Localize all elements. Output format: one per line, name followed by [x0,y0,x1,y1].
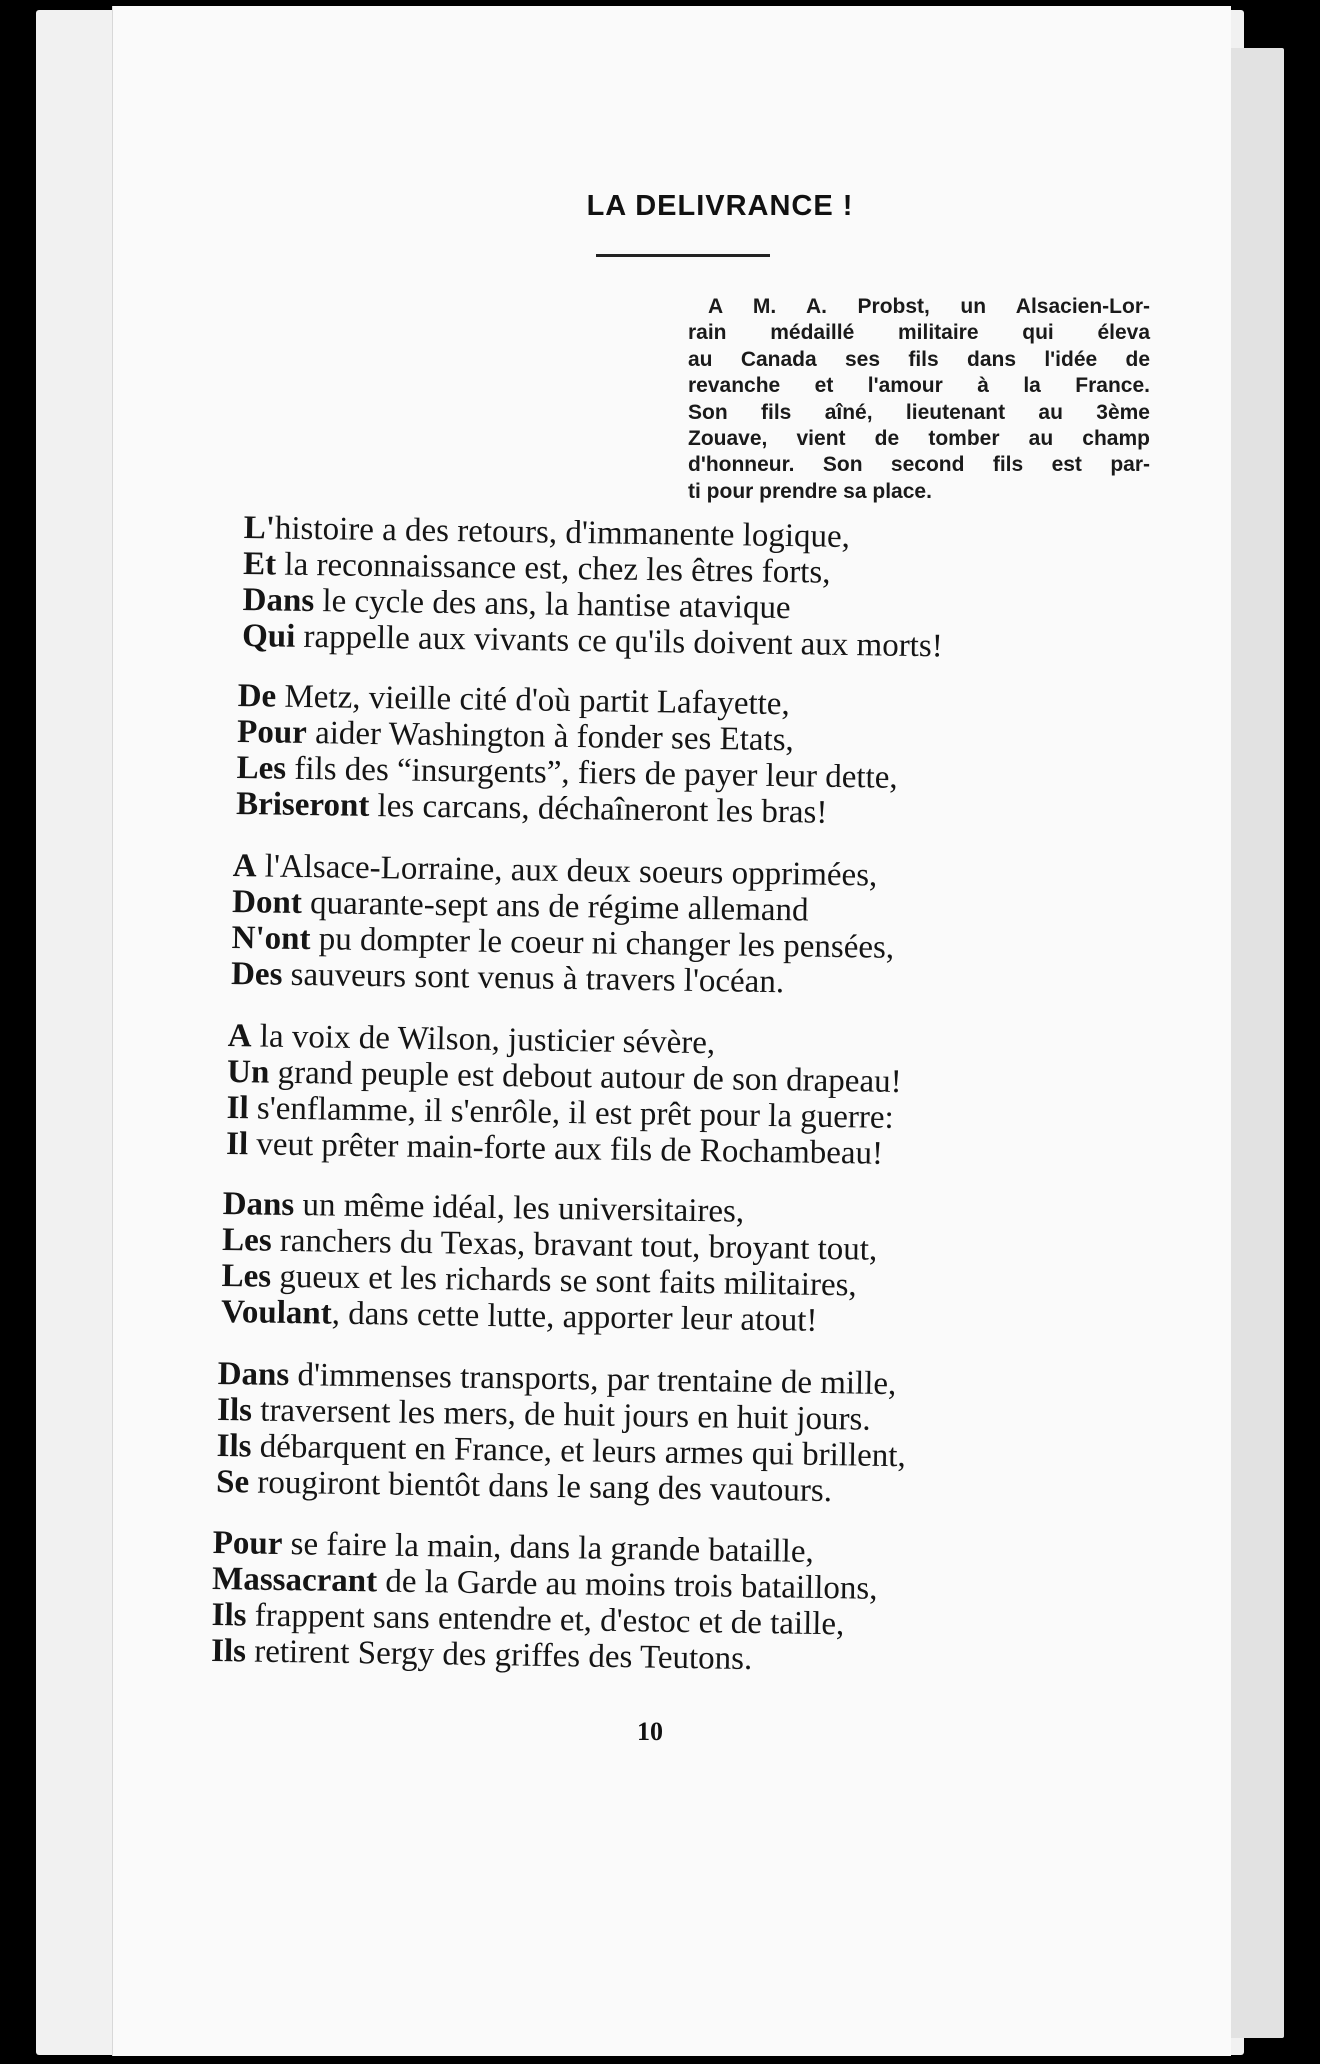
poem-line: Dont quarante-sept ans de régime allemand [231,883,809,929]
poem-line: Les fils des “insurgents”, fiers de payer leur dette, [236,749,898,796]
dedication-line: A M. A. Probst, un Alsacien-Lor- [708,295,1150,318]
poem-line: Il s'enflamme, il s'enrôle, il est prêt pour la guerre: [226,1089,894,1136]
poem-line: Massacrant de la Garde au moins trois bataillons, [211,1560,878,1607]
poem-line: Pour aider Washington à fonder ses Etats, [236,713,795,759]
page-number: 10 [637,1717,663,1746]
poem-line: Les ranchers du Texas, bravant tout, broyant tout, [221,1221,878,1268]
dedication-line: revanche et l'amour à la France. [688,374,1150,398]
dedication-line: Son fils aîné, lieutenant au 3ème [688,400,1150,424]
poem-line: Ils traversent les mers, de huit jours en huit jours. [216,1391,871,1438]
poem-line: Voulant, dans cette lutte, apporter leur atout! [220,1293,818,1339]
poem-line: Dans un même idéal, les universitaires, [222,1186,745,1230]
poem-line: Dans le cycle des ans, la hantise atavique [242,581,791,627]
poem-line: L'histoire a des retours, d'immanente logique, [243,510,851,555]
stanza [242,510,945,664]
poem-line: De Metz, vieille cité d'où partit Lafayette, [237,678,790,723]
poem-line: Ils frappent sans entendre et, d'estoc et de taille, [211,1596,845,1643]
poem-line: Briseront les carcans, déchaîneront les bras! [235,785,828,831]
stanza [236,678,899,832]
poem-line: Et la reconnaissance est, chez les êtres forts, [242,545,831,591]
poem-line: Se rougiront bientôt dans le sang des vautours. [215,1463,833,1510]
stanza [226,1018,903,1172]
dedication-line: Zouave, vient de tomber au champ [688,427,1150,451]
poem-line: A l'Alsace-Lorraine, aux deux soeurs opprimées, [232,848,878,894]
dedication-line: au Canada ses fils dans l'idée de [688,347,1150,371]
poem-line: Dans d'immenses transports, par trentaine de mille, [217,1356,897,1403]
stanza [231,848,896,1002]
poem-line: Qui rappelle aux vivants ce qu'ils doivent aux morts! [241,617,943,665]
dedication-line: rain médaillé militaire qui éleva [688,321,1150,345]
stanza [221,1186,878,1340]
poem-line: Ils retirent Sergy des griffes des Teutons. [210,1632,753,1678]
poem-line: Ils débarquent en France, et leurs armes qui brillent, [216,1427,906,1475]
poem-line: N'ont pu dompter le coeur ni changer les pensées, [231,919,895,966]
poem-line: Les gueux et les richards se sont faits militaires, [221,1257,857,1304]
dedication-line: ti pour prendre sa place. [688,479,932,503]
stanza [211,1525,878,1679]
stanza [216,1356,907,1510]
dedication-line: d'honneur. Son second fils est par- [688,453,1150,477]
poem-line: Des sauveurs sont venus à travers l'océan. [230,955,785,1001]
poem-line: Pour se faire la main, dans la grande bataille, [212,1525,815,1570]
poem-line: Il veut prêter main-forte aux fils de Rochambeau! [225,1125,884,1172]
poem-title: LA DELIVRANCE ! [586,190,854,222]
poem-line: A la voix de Wilson, justicier sévère, [227,1018,716,1062]
poem-line: Un grand peuple est debout autour de son drapeau! [226,1053,902,1100]
